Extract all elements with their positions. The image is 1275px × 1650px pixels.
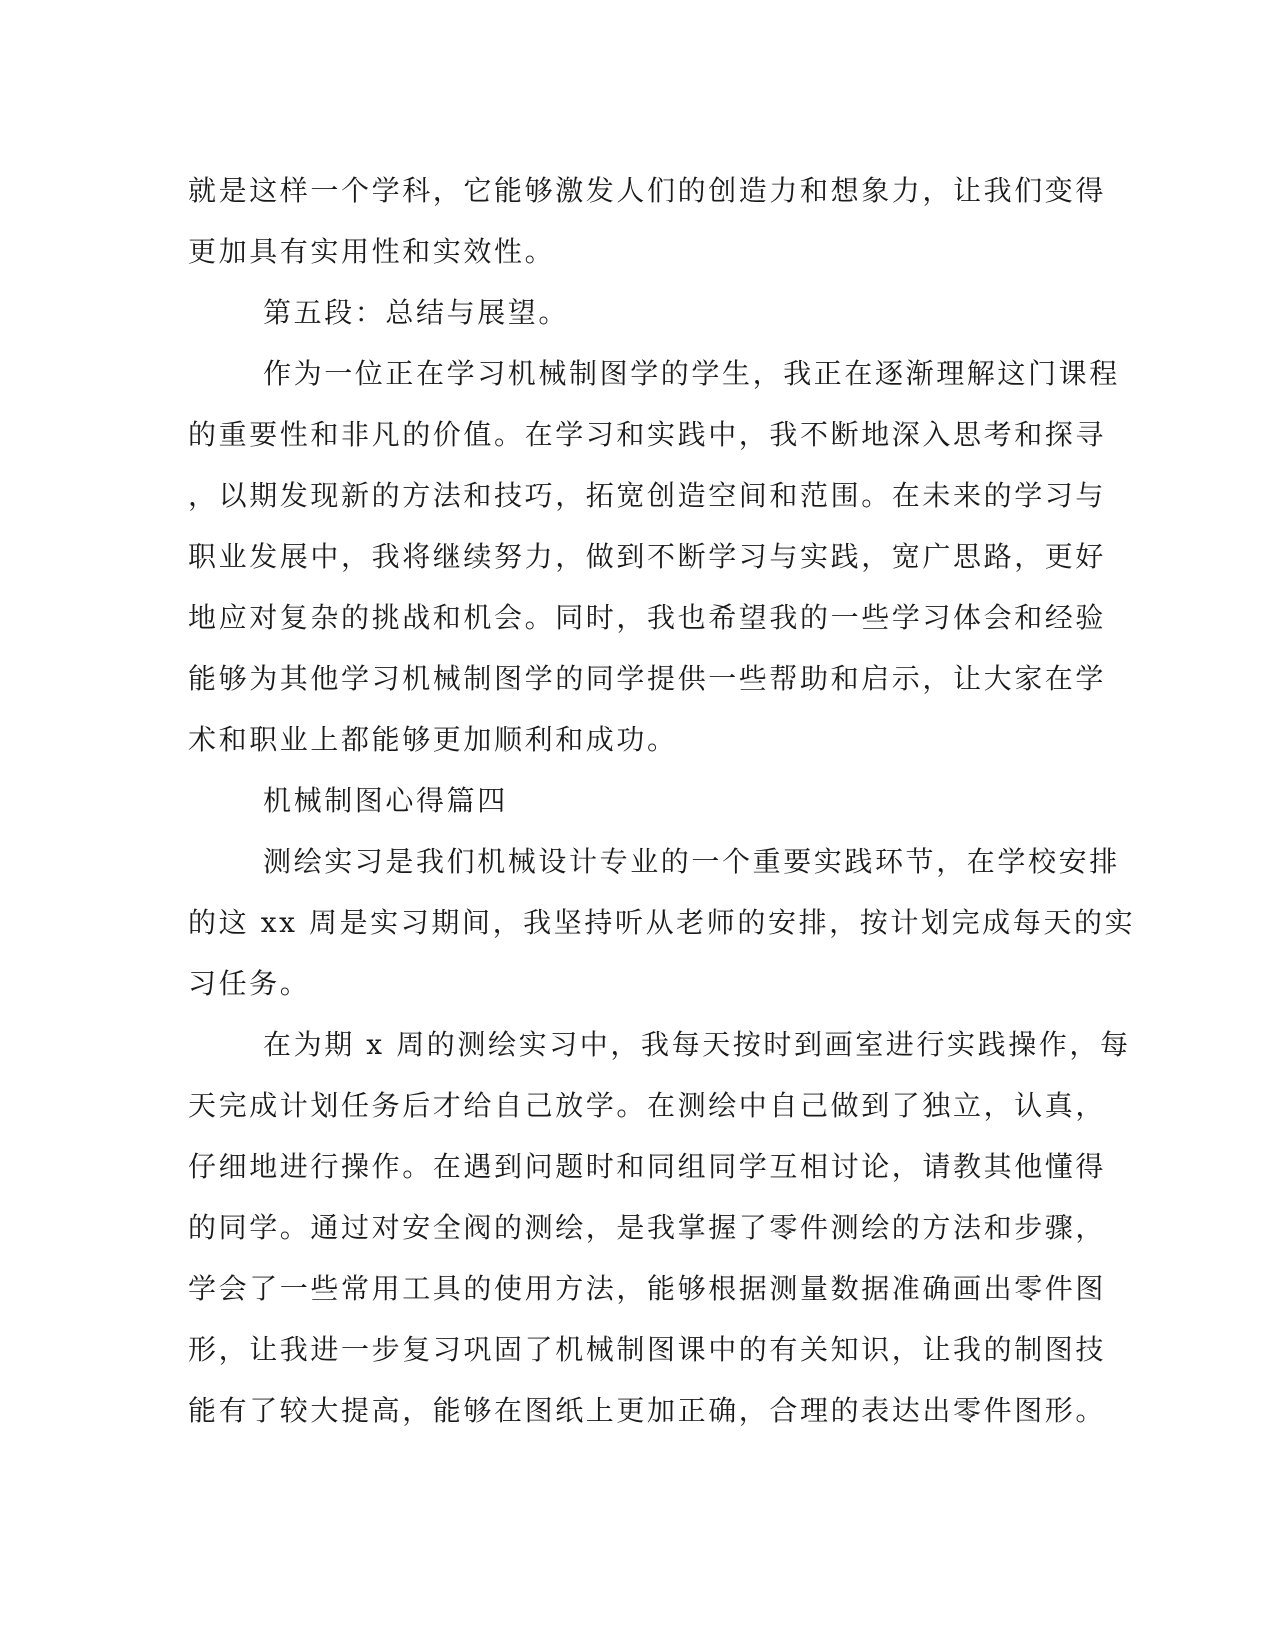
- body-line: 更加具有实用性和实效性。: [188, 235, 556, 268]
- body-line: 的这 xx 周是实习期间，我坚持听从老师的安排，按计划完成每天的实: [188, 906, 1136, 939]
- body-line: 职业发展中，我将继续努力，做到不断学习与实践，宽广思路，更好: [188, 540, 1107, 573]
- body-line: 能有了较大提高，能够在图纸上更加正确，合理的表达出零件图形。: [188, 1394, 1107, 1427]
- body-line: 形，让我进一步复习巩固了机械制图课中的有关知识，让我的制图技: [188, 1333, 1107, 1366]
- body-line: 术和职业上都能够更加顺利和成功。: [188, 723, 678, 756]
- body-line: 地应对复杂的挑战和机会。同时，我也希望我的一些学习体会和经验: [188, 601, 1107, 634]
- body-line: 学会了一些常用工具的使用方法，能够根据测量数据准确画出零件图: [188, 1272, 1107, 1305]
- body-line: 习任务。: [188, 967, 311, 1000]
- body-line: 在为期 x 周的测绘实习中，我每天按时到画室进行实践操作，每: [263, 1028, 1131, 1061]
- body-line: ，以期发现新的方法和技巧，拓宽创造空间和范围。在未来的学习与: [188, 479, 1107, 512]
- body-line: 测绘实习是我们机械设计专业的一个重要实践环节，在学校安排: [263, 845, 1120, 878]
- body-line: 能够为其他学习机械制图学的同学提供一些帮助和启示，让大家在学: [188, 662, 1107, 695]
- article-heading: 机械制图心得篇四: [263, 784, 508, 817]
- body-line: 的同学。通过对安全阀的测绘，是我掌握了零件测绘的方法和步骤，: [188, 1211, 1107, 1244]
- document-body: [188, 160, 1136, 1441]
- body-line: 天完成计划任务后才给自己放学。在测绘中自己做到了独立，认真，: [188, 1089, 1107, 1122]
- body-line: 作为一位正在学习机械制图学的学生，我正在逐渐理解这门课程: [263, 357, 1120, 390]
- body-line: 就是这样一个学科，它能够激发人们的创造力和想象力，让我们变得: [188, 174, 1107, 207]
- section-heading: 第五段：总结与展望。: [263, 296, 570, 329]
- body-line: 仔细地进行操作。在遇到问题时和同组同学互相讨论，请教其他懂得: [188, 1150, 1107, 1183]
- body-line: 的重要性和非凡的价值。在学习和实践中，我不断地深入思考和探寻: [188, 418, 1107, 451]
